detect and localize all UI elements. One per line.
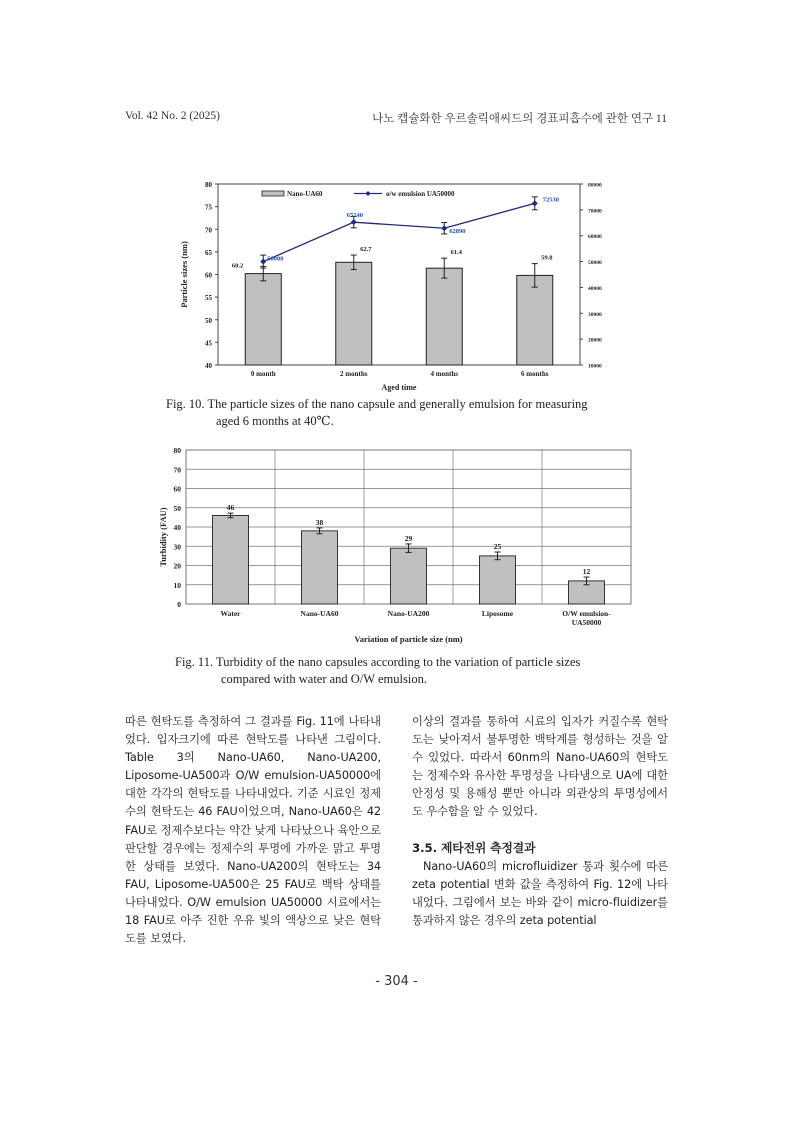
bar-turbidity bbox=[480, 556, 516, 604]
y-axis-tick-label: 50 bbox=[173, 503, 181, 513]
line-data-label: 62890 bbox=[449, 228, 466, 236]
x-axis-category-label: O/W emulsion- bbox=[562, 609, 611, 618]
figure-11-caption-label: Fig. 11. bbox=[175, 655, 214, 669]
bar-data-label: 29 bbox=[404, 533, 413, 543]
figure-10-caption-text-2: aged 6 months at 40℃. bbox=[216, 414, 334, 428]
x-axis-title: Aged time bbox=[381, 383, 417, 392]
y-axis-tick-label: 70 bbox=[173, 465, 181, 475]
legend-label-line: o/w emulsion UA50000 bbox=[386, 190, 455, 198]
y2-axis-tick-label: 50000 bbox=[588, 260, 602, 267]
y-axis-tick-label: 20 bbox=[173, 561, 181, 571]
x-axis-category-label: 0 month bbox=[250, 370, 276, 378]
figure-10-caption bbox=[166, 396, 636, 430]
y-axis-tick-label: 65 bbox=[205, 248, 212, 257]
y2-axis-tick-label: 40000 bbox=[588, 285, 602, 292]
body-paragraph: 따른 현탁도를 측정하여 그 결과를 Fig. 11에 나타내었다. 입자크기에 따른 현탁도를 나타낸 그림이다. Table 3의 Nano-UA60, Nano-UA200, Liposome-UA500과 O/W emulsion-UA50000에 대한 각각의 현탁도를 나타내었다. 기준 시료인 정제수의 현탁도는 46 FAU이었으며, Nano-UA60은 42 FAU로 정제수보다는 약간 낮게 나타났으나 육안으로 판단할 경우에는 정제수의 투명에 가까운 맑고 투명한 상태를 보였다. Nano-UA200의 현탁도는 34 FAU, Liposome-UA500은 25 FAU로 백탁 상태를 나타내었다. O/W emulsion UA50000 시료에서는 18 FAU로 아주 진한 우유 빛의 액상으로 낮은 현탁도를 보였다. bbox=[125, 715, 381, 946]
bar-data-label: 46 bbox=[226, 503, 235, 513]
figure-10-chart bbox=[160, 170, 620, 395]
line-data-label: 72530 bbox=[542, 196, 559, 204]
bar-turbidity bbox=[213, 515, 249, 604]
y2-axis-tick-label: 70000 bbox=[588, 208, 602, 215]
y-axis-tick-label: 40 bbox=[205, 362, 212, 370]
y2-axis-tick-label: 20000 bbox=[588, 337, 602, 344]
x-axis-category-label: Water bbox=[220, 609, 241, 618]
body-column-left bbox=[125, 713, 381, 948]
figure-10-caption-text: The particle sizes of the nano capsule and generally emulsion for measuring bbox=[207, 397, 588, 411]
section-heading: 3.5. 제타전위 측정결과 bbox=[412, 840, 536, 855]
bar-nano-ua60 bbox=[426, 268, 462, 365]
figure-10-caption-label: Fig. 10. bbox=[166, 397, 205, 411]
running-header-volume: Vol. 42 No. 2 (2025) bbox=[125, 110, 220, 122]
bar-data-label: 25 bbox=[493, 542, 502, 552]
bar-data-label: 12 bbox=[582, 567, 591, 577]
bar-nano-ua60 bbox=[336, 262, 372, 365]
y-axis-tick-label: 40 bbox=[173, 523, 181, 532]
figure-11-caption-text: Turbidity of the nano capsules according to the variation of particle sizes bbox=[216, 655, 581, 669]
y-axis-tick-label: 30 bbox=[173, 542, 181, 552]
x-axis-category-label: UA50000 bbox=[571, 618, 602, 627]
y2-axis-tick-label: 80000 bbox=[588, 182, 602, 189]
y-axis-tick-label: 55 bbox=[205, 294, 212, 303]
y2-axis-tick-label: 30000 bbox=[588, 311, 602, 318]
x-axis-category-label: 2 months bbox=[340, 370, 368, 378]
y-axis-tick-label: 45 bbox=[205, 339, 212, 348]
bar-data-label: 59.8 bbox=[541, 254, 553, 262]
line-data-label: 50000 bbox=[267, 255, 284, 263]
y-axis-tick-label: 80 bbox=[205, 181, 212, 189]
bar-data-label: 61.4 bbox=[450, 249, 462, 257]
legend-label-bar: Nano-UA60 bbox=[287, 190, 323, 198]
x-axis-category-label: 6 months bbox=[521, 370, 549, 378]
figure-11-caption bbox=[175, 654, 645, 688]
y-axis-tick-label: 50 bbox=[205, 316, 212, 325]
bar-data-label: 38 bbox=[315, 517, 324, 527]
x-axis-category-label: Nano-UA60 bbox=[300, 609, 339, 618]
legend-swatch-bar bbox=[262, 191, 284, 196]
y-axis-tick-label: 75 bbox=[205, 203, 212, 212]
body-column-right bbox=[412, 713, 668, 930]
figure-11-chart bbox=[150, 440, 640, 652]
body-paragraph: 이상의 결과를 통하여 시료의 입자가 커질수록 현탁도는 낮아져서 불투명한 백탁계를 형성하는 것을 알 수 있었다. 따라서 60nm의 Nano-UA60의 현탁도는 정제수와 유사한 투명성을 나타냄으로 UA에 대한 안정성 및 용해성 뿐만 아니라 외관상의 투명성에서도 우수함을 알 수 있었다. bbox=[412, 715, 668, 819]
x-axis-title: Variation of particle size (nm) bbox=[354, 634, 463, 644]
y-axis-title: Turbidity (FAU) bbox=[158, 507, 168, 567]
running-header-title: 나노 캡슐화한 우르솔릭애씨드의 경표피흡수에 관한 연구 11 bbox=[372, 113, 667, 125]
x-axis-category-label: 4 months bbox=[430, 370, 458, 378]
body-paragraph: Nano-UA60의 microfluidizer 통과 횟수에 따른 zeta potential 변화 값을 측정하여 Fig. 12에 나타내었다. 그림에서 보는 바와 같이 micro-fluidizer를 통과하지 않은 경우의 zeta potential bbox=[412, 859, 668, 927]
figure-11-caption-text-2: compared with water and O/W emulsion. bbox=[221, 672, 427, 686]
bar-nano-ua60 bbox=[517, 275, 553, 365]
y-axis-tick-label: 0 bbox=[177, 600, 181, 609]
bar-nano-ua60 bbox=[245, 274, 281, 365]
bar-turbidity bbox=[302, 531, 338, 604]
y-axis-tick-label: 70 bbox=[205, 226, 212, 235]
y2-axis-tick-label: 60000 bbox=[588, 234, 602, 241]
y-axis-title: Particle sizes (nm) bbox=[179, 241, 189, 308]
line-data-label: 65240 bbox=[346, 212, 363, 220]
bar-data-label: 60.2 bbox=[231, 262, 244, 270]
page-number: - 304 - bbox=[375, 974, 418, 989]
y-axis-tick-label: 60 bbox=[173, 484, 181, 494]
x-axis-category-label: Nano-UA200 bbox=[387, 609, 430, 618]
bar-turbidity bbox=[391, 548, 427, 604]
x-axis-category-label: Liposome bbox=[481, 609, 514, 618]
bar-data-label: 62.7 bbox=[360, 246, 372, 254]
y-axis-tick-label: 10 bbox=[173, 580, 181, 590]
y2-axis-tick-label: 10000 bbox=[588, 363, 602, 370]
y-axis-tick-label: 60 bbox=[205, 271, 212, 280]
y-axis-tick-label: 80 bbox=[173, 446, 181, 455]
